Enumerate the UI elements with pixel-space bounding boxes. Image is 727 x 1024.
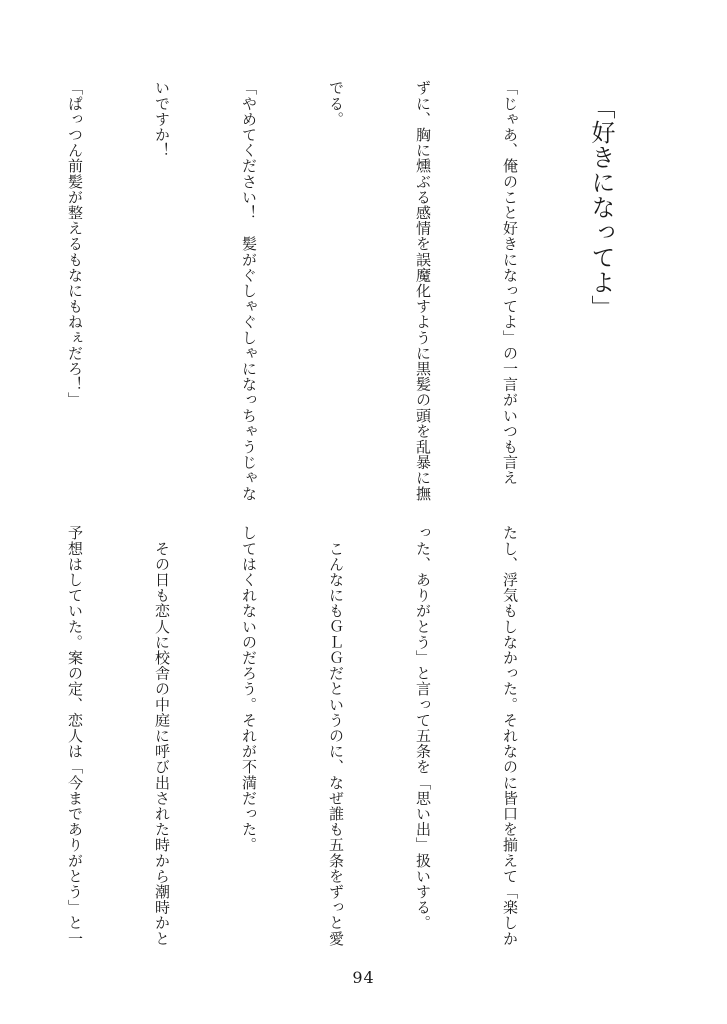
- text-line: った、ありがとう」と言って五条を「思い出」扱いする。: [414, 525, 432, 931]
- text-line: ずに、胸に燻ぶる感情を誤魔化すように黒髪の頭を乱暴に撫: [414, 80, 432, 502]
- text-line: してはくれないのだろう。それが不満だった。: [240, 525, 258, 853]
- text-line: 「じゃあ、俺のこと好きになってよ」の一言がいつも言え: [501, 80, 519, 486]
- text-line: 予想はしていた。案の定、恋人は「今までありがとう」と一: [66, 525, 84, 947]
- text-line: こんなにもＧＬＧだというのに、なぜ誰も五条をずっと愛: [327, 525, 345, 947]
- text-line: [0, 525, 2, 950]
- text-block-upper: [66, 80, 582, 505]
- text-line: でる。: [327, 80, 345, 127]
- text-block-lower: [66, 525, 582, 950]
- text-line: その日も恋人に校舎の中庭に呼び出された時から潮時かと: [153, 525, 171, 947]
- text-line: 「ぱっつん前髪が整えるもなにもねぇだろ！」: [66, 80, 84, 408]
- text-line: たし、浮気もしなかった。それなのに皆口を揃えて「楽しか: [501, 525, 519, 947]
- text-line: 「やめてください！ 髪がぐしゃぐしゃになっちゃうじゃな: [240, 80, 258, 502]
- text-line: [0, 80, 2, 505]
- page-number: 94: [352, 968, 375, 987]
- chapter-title: 「好きになってよ」: [587, 95, 615, 320]
- text-line: いですか！: [153, 80, 171, 158]
